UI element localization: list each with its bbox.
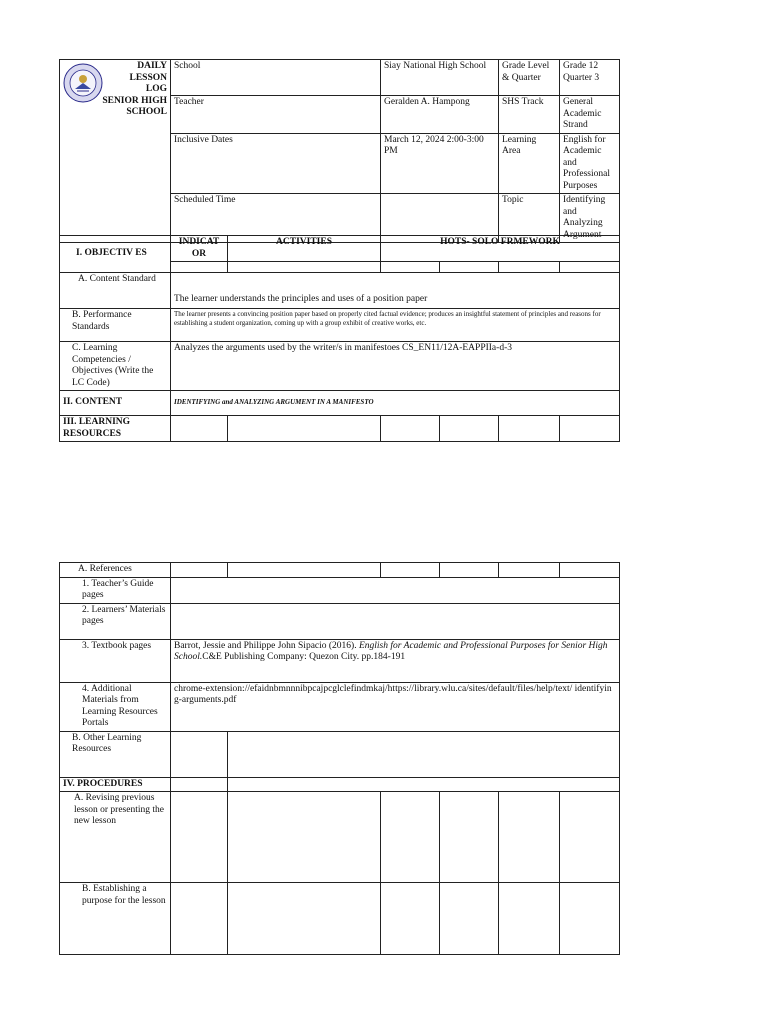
area-value: English for Academic and Professional Purposes — [560, 133, 620, 194]
blank-cell — [381, 416, 440, 442]
blank-cell — [440, 416, 499, 442]
blank-cell — [171, 416, 228, 442]
blank-cell — [381, 262, 440, 273]
activities-heading: ACTIVITIES — [228, 236, 381, 262]
track-label: SHS Track — [499, 96, 560, 134]
blank-cell — [228, 792, 381, 883]
blank-cell — [228, 883, 381, 955]
grade-value: Grade 12 Quarter 3 — [560, 60, 620, 96]
blank-cell — [560, 262, 620, 273]
blank-cell — [228, 731, 620, 777]
hots-heading: HOTS- SOLO FRMEWORK — [381, 236, 620, 262]
content-standard-label: A. Content Standard — [60, 273, 171, 309]
blank-cell — [499, 883, 560, 955]
dll-title-line: SENIOR HIGH — [102, 95, 167, 106]
dll-title-line: LESSON — [129, 72, 167, 83]
dates-value: March 12, 2024 2:00-3:00 PM — [381, 133, 499, 194]
blank-cell — [440, 563, 499, 578]
header-table — [59, 59, 620, 243]
dll-title-line: SCHOOL — [126, 107, 167, 117]
blank-cell — [499, 563, 560, 578]
track-value: General Academic Strand — [560, 96, 620, 134]
blank-cell — [560, 563, 620, 578]
blank-cell — [228, 777, 620, 792]
area-label: Learning Area — [499, 133, 560, 194]
deped-seal-icon — [63, 63, 103, 103]
time-label: Scheduled Time — [171, 194, 381, 243]
procedure-a-label: A. Revising previous lesson or presenting the new lesson — [60, 792, 171, 883]
textbook-citation-authors: Barrot, Jessie and Philippe John Sipacio (2016). — [174, 640, 359, 651]
other-resources-label: B. Other Learning Resources — [60, 731, 171, 777]
blank-cell — [560, 416, 620, 442]
blank-cell — [228, 262, 381, 273]
content-standard-value — [171, 273, 620, 309]
blank-cell — [381, 883, 440, 955]
blank-cell — [499, 792, 560, 883]
objectives-heading — [60, 236, 171, 273]
blank-cell — [228, 563, 381, 578]
additional-materials-value: chrome-extension://efaidnbmnnnibpcajpcglclefindmkaj/https://library.wlu.ca/sites/default/files/help/text/ identifying-arguments.pdf — [171, 682, 620, 731]
blank-cell — [499, 416, 560, 442]
teacher-value: Geralden A. Hampong — [381, 96, 499, 134]
dll-title-line: DAILY — [137, 61, 167, 71]
blank-cell — [440, 792, 499, 883]
content-standard-text: The learner understands the principles and uses of a position paper — [174, 293, 428, 304]
blank-cell — [560, 792, 620, 883]
resources-label: III. LEARNING RESOURCES — [60, 416, 171, 442]
references-table — [59, 562, 620, 955]
performance-label: B. Performance Standards — [60, 309, 171, 342]
dll-title-line: LOG — [145, 84, 167, 94]
dll-title-cell — [60, 60, 171, 243]
blank-cell — [499, 262, 560, 273]
blank-cell — [440, 262, 499, 273]
school-value: Siay National High School — [381, 60, 499, 96]
blank-cell — [440, 883, 499, 955]
blank-cell — [171, 777, 228, 792]
teachers-guide-value — [171, 577, 620, 603]
dates-label: Inclusive Dates — [171, 133, 381, 194]
blank-cell — [228, 416, 381, 442]
learners-materials-label: 2. Learners’ Materials pages — [60, 603, 171, 639]
blank-cell — [381, 563, 440, 578]
performance-value: The learner presents a convincing position paper based on properly cited factual evidence; produces an insightful statement of principles and reasons for establishing a student organization, coming up with a group exhibit of creative works, etc. — [171, 309, 620, 342]
topic-label: Topic — [499, 194, 560, 243]
textbook-citation-title: English for Academic and Professional Purposes for Senior High School. — [174, 640, 608, 662]
content-value: IDENTIFYING and ANALYZING ARGUMENT IN A MANIFESTO — [171, 391, 620, 416]
additional-materials-label: 4. Additional Materials from Learning Resources Portals — [60, 682, 171, 731]
teachers-guide-label: 1. Teacher’s Guide pages — [60, 577, 171, 603]
indicator-heading: INDICAT OR — [171, 236, 228, 262]
textbook-citation-publisher: C&E Publishing Company: Quezon City. pp.184-191 — [202, 652, 406, 662]
textbook-value — [171, 639, 620, 682]
competencies-label: C. Learning Competencies / Objectives (Write the LC Code) — [60, 342, 171, 391]
objectives-heading-text: I. OBJECTIV ES — [76, 248, 147, 259]
competencies-value: Analyzes the arguments used by the writer/s in manifestoes CS_EN11/12A-EAPPIIa-d-3 — [171, 342, 620, 391]
blank-cell — [381, 792, 440, 883]
blank-cell — [560, 883, 620, 955]
learners-materials-value — [171, 603, 620, 639]
grade-label: Grade Level & Quarter — [499, 60, 560, 96]
objectives-table — [59, 235, 620, 442]
teacher-label: Teacher — [171, 96, 381, 134]
blank-cell — [171, 731, 228, 777]
references-label: A. References — [60, 563, 171, 578]
blank-cell — [171, 883, 228, 955]
procedures-label: IV. PROCEDURES — [60, 777, 171, 792]
textbook-label: 3. Textbook pages — [60, 639, 171, 682]
blank-cell — [171, 262, 228, 273]
school-label: School — [171, 60, 381, 96]
blank-cell — [171, 792, 228, 883]
blank-cell — [171, 563, 228, 578]
procedure-b-label: B. Establishing a purpose for the lesson — [60, 883, 171, 955]
content-label: II. CONTENT — [60, 391, 171, 416]
topic-value: Identifying and Analyzing Argument — [560, 194, 620, 243]
